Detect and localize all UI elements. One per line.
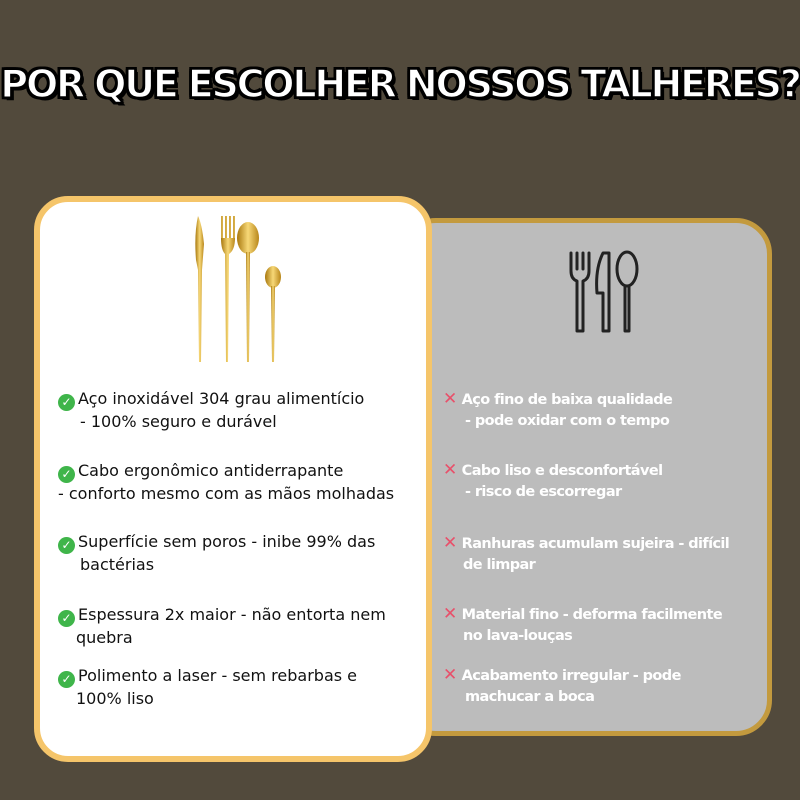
list-item: ✕ Cabo liso e desconfortável - risco de escorregar xyxy=(443,460,663,500)
cross-icon: ✕ xyxy=(443,389,457,409)
list-item: ✕ Ranhuras acumulam sujeira - difícil de limpar xyxy=(443,533,730,573)
list-item: ✓ Polimento a laser - sem rebarbas e 100% liso xyxy=(58,665,428,710)
list-item: ✓ Espessura 2x maior - não entorta nem quebra xyxy=(58,604,428,649)
check-icon: ✓ xyxy=(58,466,75,483)
check-icon: ✓ xyxy=(58,394,75,411)
cross-icon: ✕ xyxy=(443,533,457,553)
list-item: ✓ Aço inoxidável 304 grau alimentício - 100% seguro e durável xyxy=(58,388,428,433)
check-icon: ✓ xyxy=(58,537,75,554)
check-icon: ✓ xyxy=(58,671,75,688)
list-item: ✕ Aço fino de baixa qualidade - pode oxidar com o tempo xyxy=(443,389,673,429)
list-item: ✕ Acabamento irregular - pode machucar a boca xyxy=(443,665,681,705)
gold-cutlery-set-image xyxy=(190,214,286,364)
competitor-card xyxy=(400,218,772,736)
list-item: ✓ Superfície sem poros - inibe 99% das bactérias xyxy=(58,531,428,576)
list-item: ✕ Material fino - deforma facilmente no lava-louças xyxy=(443,604,723,644)
cross-icon: ✕ xyxy=(443,460,457,480)
our-product-card xyxy=(34,196,432,762)
cross-icon: ✕ xyxy=(443,604,457,624)
list-item: ✓ Cabo ergonômico antiderrapante - conforto mesmo com as mãos molhadas xyxy=(58,461,395,503)
cross-icon: ✕ xyxy=(443,665,457,685)
cutlery-outline-icon xyxy=(567,249,639,335)
check-icon: ✓ xyxy=(58,610,75,627)
page-title: POR QUE ESCOLHER NOSSOS TALHERES? xyxy=(0,62,800,106)
